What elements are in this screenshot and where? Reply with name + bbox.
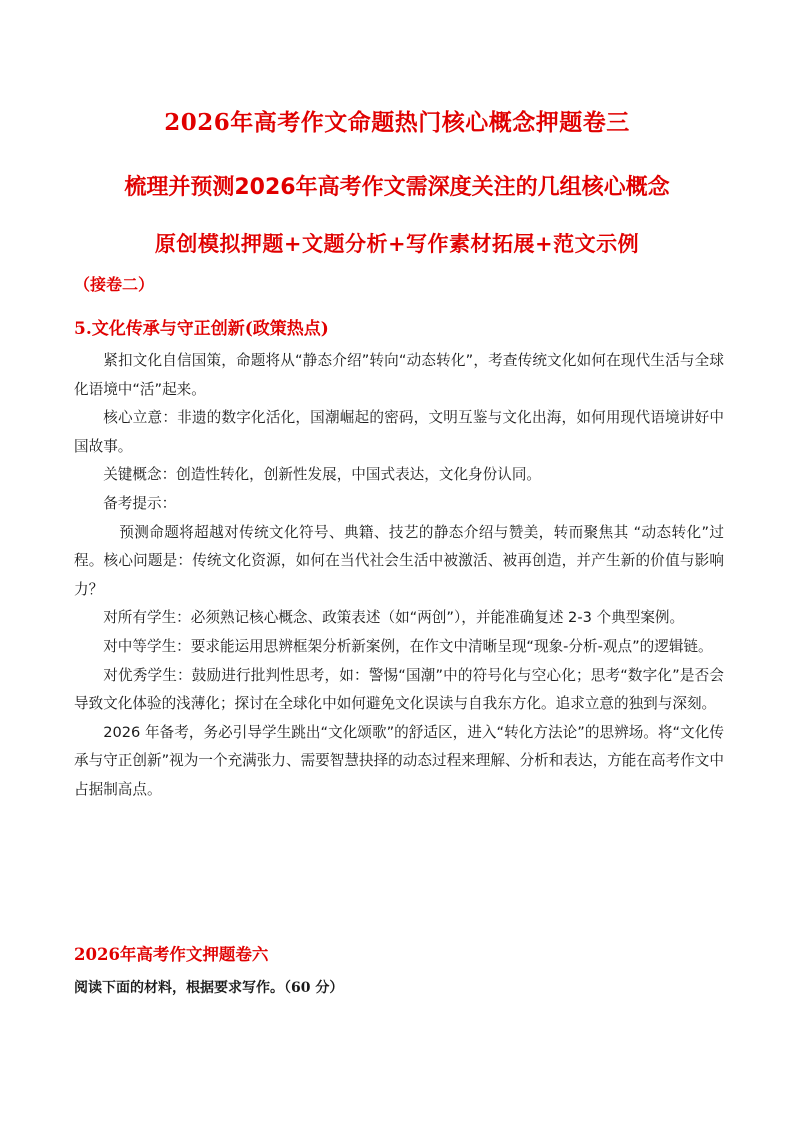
paragraph-core-theme: 核心立意：非遗的数字化活化，国潮崛起的密码，文明互鉴与文化出海，如何用现代语境讲好中国故事。 (74, 409, 724, 455)
document-tagline: 原创模拟押题+文题分析+写作素材拓展+范文示例 (154, 231, 640, 256)
paragraph-top-students: 对优秀学生：鼓励进行批判性思考，如：警惕“国潮”中的符号化与空心化；思考“数字化”是否会导致文化体验的浅薄化；探讨在全球化中如何避免文化误读与自我东方化。追求立意的独到与深刻。 (74, 666, 724, 713)
document-title: 2026年高考作文命题热门核心概念押题卷三 (164, 109, 630, 136)
document-subtitle: 梳理并预测2026年高考作文需深度关注的几组核心概念 (124, 175, 670, 200)
paragraph-prep-tips-label: 备考提示： (103, 494, 177, 512)
section-body (74, 347, 724, 805)
paragraph-mid-students: 对中等学生：要求能运用思辨框架分析新案例，在作文中清晰呈现“现象-分析-观点”的逻辑链。 (103, 637, 713, 655)
section-heading: 5.文化传承与守正创新(政策热点) (74, 319, 329, 339)
continue-note: （接卷二） (74, 275, 155, 294)
paragraph-prediction: 预测命题将超越对传统文化符号、典籍、技艺的静态介绍与赞美，转而聚焦其 “动态转化”过程。核心问题是：传统文化资源，如何在当代社会生活中被激活、被再创造，并产生新的价值与影响力？ (74, 523, 724, 598)
paragraph-all-students: 对所有学生：必须熟记核心概念、政策表述（如“两创”），并能准确复述 2-3 个典型案例。 (103, 609, 685, 627)
paragraph-summary: 2026 年备考，务必引导学生跳出“文化颂歌”的舒适区，进入“转化方法论”的思辨场。将“文化传承与守正创新”视为一个充满张力、需要智慧抉择的动态过程来理解、分析和表达，方能在高考作文中占据制高点。 (74, 723, 724, 798)
paper-heading: 2026年高考作文押题卷六 (74, 945, 269, 964)
paragraph-key-concepts: 关键概念：创造性转化，创新性发展，中国式表达，文化身份认同。 (103, 466, 542, 484)
paragraph-intro: 紧扣文化自信国策，命题将从“静态介绍”转向“动态转化”，考查传统文化如何在现代生活与全球化语境中“活”起来。 (74, 352, 724, 398)
paper-instruction: 阅读下面的材料，根据要求写作。（60 分） (74, 980, 344, 996)
